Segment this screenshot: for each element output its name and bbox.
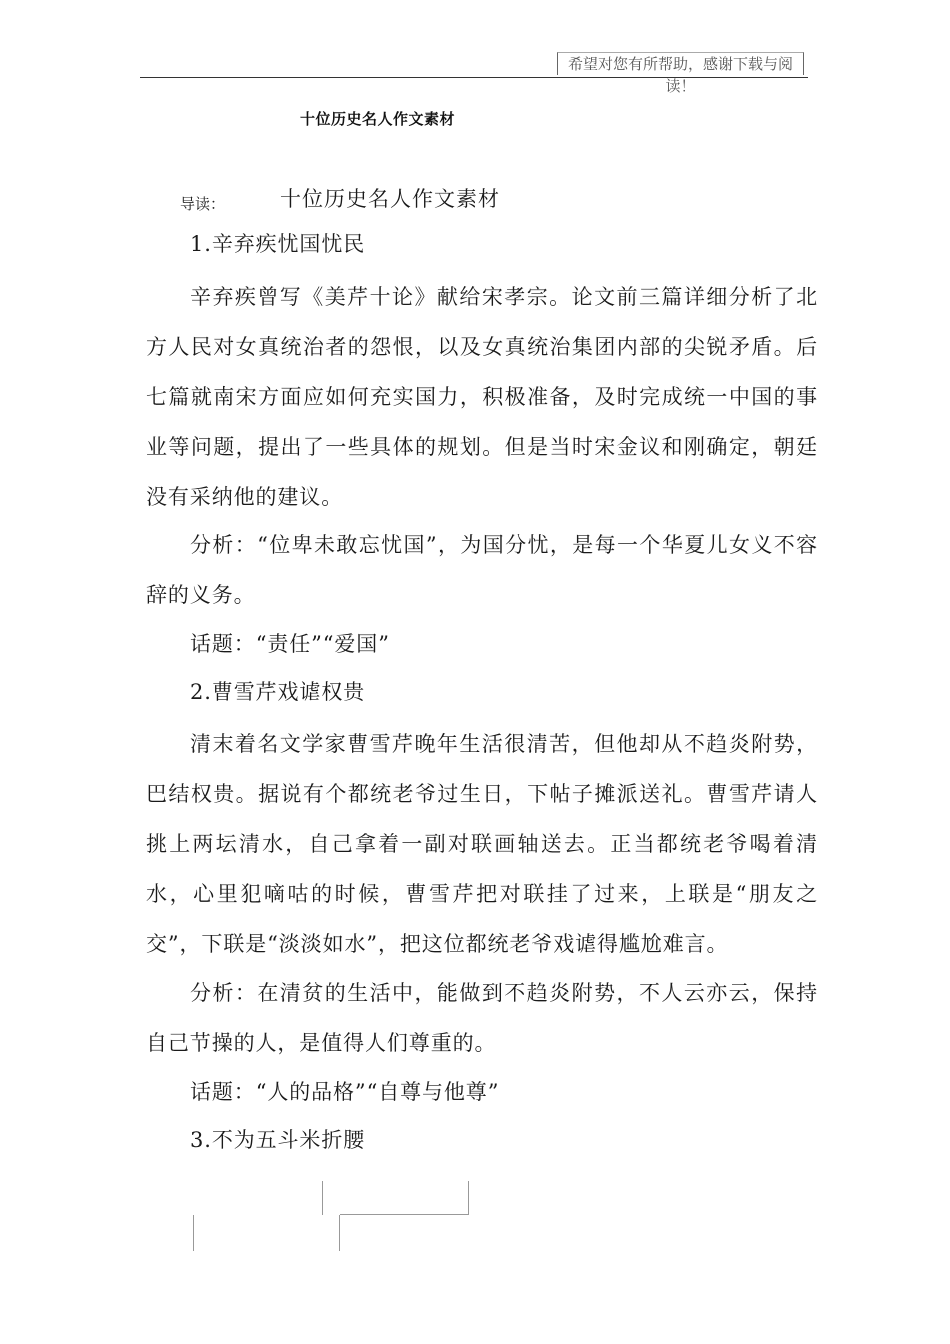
- section-topic: 话题：“人的品格”“自尊与他尊”: [190, 1080, 500, 1104]
- section-body: 辛弃疾曾写《美芹十论》献给宋孝宗。论文前三篇详细分析了北方人民对女真统治者的怨恨，以及女真统治集团内部的尖锐矛盾。后七篇就南宋方面应如何充实国力，积极准备，及时完成统一中国的事业等问题，提出了一些具体的规划。但是当时宋金议和刚确定，朝廷没有采纳他的建议。: [146, 285, 818, 509]
- table-fragment-line: [322, 1181, 323, 1215]
- lead-label: 导读：: [180, 195, 226, 213]
- table-fragment-line: [340, 1214, 468, 1215]
- section-heading: 3.不为五斗米折腰: [190, 1128, 366, 1152]
- section-body: 清末着名文学家曹雪芹晚年生活很清苦，但他却从不趋炎附势，巴结权贵。据说有个都统老爷过生日，下帖子摊派送礼。曹雪芹请人挑上两坛清水，自己拿着一副对联画轴送去。正当都统老爷喝着清水，心里犯嘀咕的时候，曹雪芹把对联挂了过来，上联是“朋友之交”，下联是“淡淡如水”，把这位都统老爷戏谑得尴尬难言。: [146, 732, 818, 956]
- section-heading: 2.曹雪芹戏谑权贵: [190, 680, 366, 704]
- section-analysis: 分析：在清贫的生活中，能做到不趋炎附势，不人云亦云，保持自己节操的人，是值得人们尊重的。: [146, 981, 818, 1055]
- table-fragment-line: [468, 1181, 469, 1215]
- section-analysis: 分析：“位卑未敢忘忧国”，为国分忧，是每一个华夏儿女义不容辞的义务。: [146, 533, 818, 607]
- table-fragment-line: [339, 1215, 340, 1251]
- section-topic: 话题：“责任”“爱国”: [190, 632, 390, 656]
- document-title: 十位历史名人作文素材: [300, 110, 456, 128]
- header-banner: 希望对您有所帮助，感谢下载与阅读！: [557, 52, 804, 75]
- header-rule: [140, 77, 808, 78]
- table-fragment-line: [193, 1215, 194, 1251]
- lead-text: 十位历史名人作文素材: [280, 187, 500, 211]
- section-heading: 1.辛弃疾忧国忧民: [190, 232, 366, 256]
